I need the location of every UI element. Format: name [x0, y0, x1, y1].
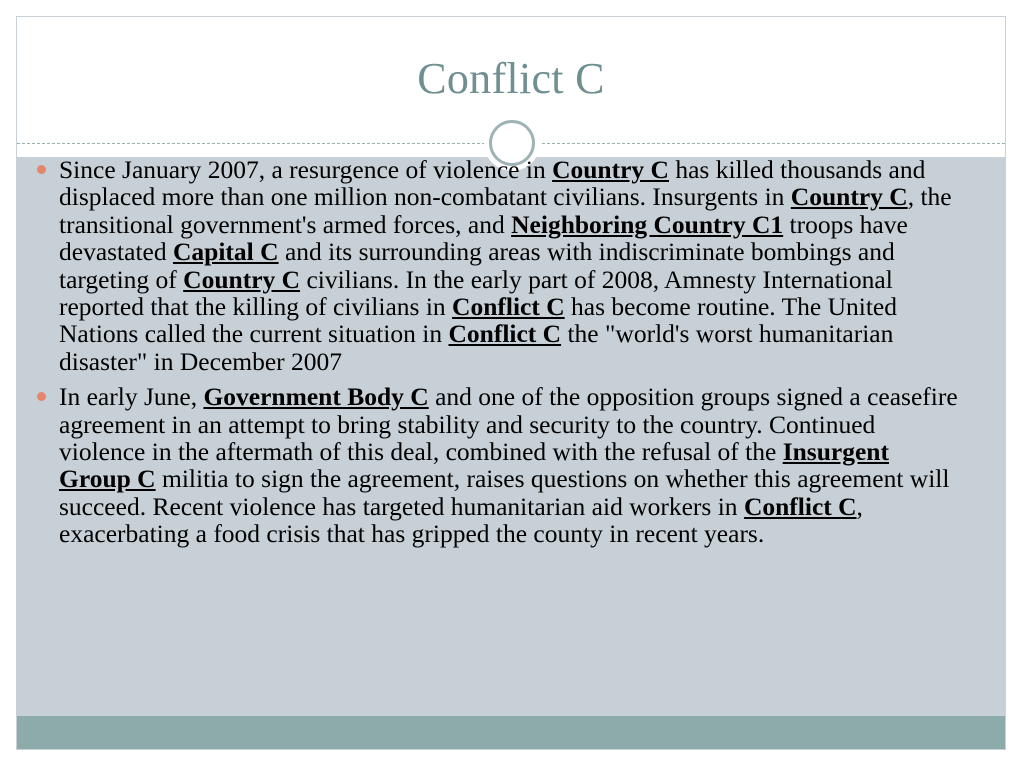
text-segment: militia to sign the agreement, raises questions on whether this agreement will succeed. Recent violence has targeted humanitarian aid workers in [59, 464, 950, 521]
emphasized-term: Capital C [173, 237, 279, 267]
text-segment: has killed thousands and displaced more than one million non-combatant civilians. Insurgents in [59, 155, 926, 212]
bullet-item [36, 156, 966, 375]
emphasized-term: Neighboring Country C1 [511, 209, 784, 239]
text-segment: and one of the opposition groups signed a ceasefire agreement in an attempt to bring stability and security to the country. Continued violence in the aftermath of this deal, combined with the refusal of the [59, 382, 958, 467]
emphasized-term: Country C [552, 155, 669, 184]
emphasized-term: Insurgent Group C [59, 437, 889, 494]
footer-bar [17, 716, 1005, 750]
bullet-dot-icon [37, 392, 46, 401]
bullet-item [36, 383, 966, 547]
text-segment: the "world's worst humanitarian disaster" in December 2007 [59, 319, 894, 376]
text-segment: , the transitional government's armed forces, and [59, 182, 952, 239]
text-segment: Since January 2007, a resurgence of violence in [59, 155, 553, 184]
text-segment: troops have devastated [59, 209, 908, 267]
text-segment: has become routine. The United Nations called the current situation in [59, 292, 898, 349]
emphasized-term: Country C [790, 182, 908, 212]
emphasized-term: Conflict C [452, 292, 565, 322]
emphasized-term: Government Body C [203, 382, 429, 412]
emphasized-term: Country C [183, 264, 301, 294]
bullet-text [59, 382, 958, 548]
bullet-dot-icon [37, 165, 46, 174]
text-segment: , exacerbating a food crisis that has gripped the county in recent years. [59, 491, 863, 549]
slide-content [36, 156, 966, 556]
emphasized-term: Conflict C [743, 491, 857, 521]
bullet-text [59, 155, 952, 376]
text-segment: and its surrounding areas with indiscriminate bombings and targeting of [59, 237, 895, 294]
text-segment: In early June, [59, 382, 204, 412]
emphasized-term: Conflict C [448, 319, 562, 349]
text-segment: civilians. In the early part of 2008, Amnesty International reported that the killing of civilians in [59, 264, 893, 322]
slide-title: Conflict C [417, 54, 605, 103]
